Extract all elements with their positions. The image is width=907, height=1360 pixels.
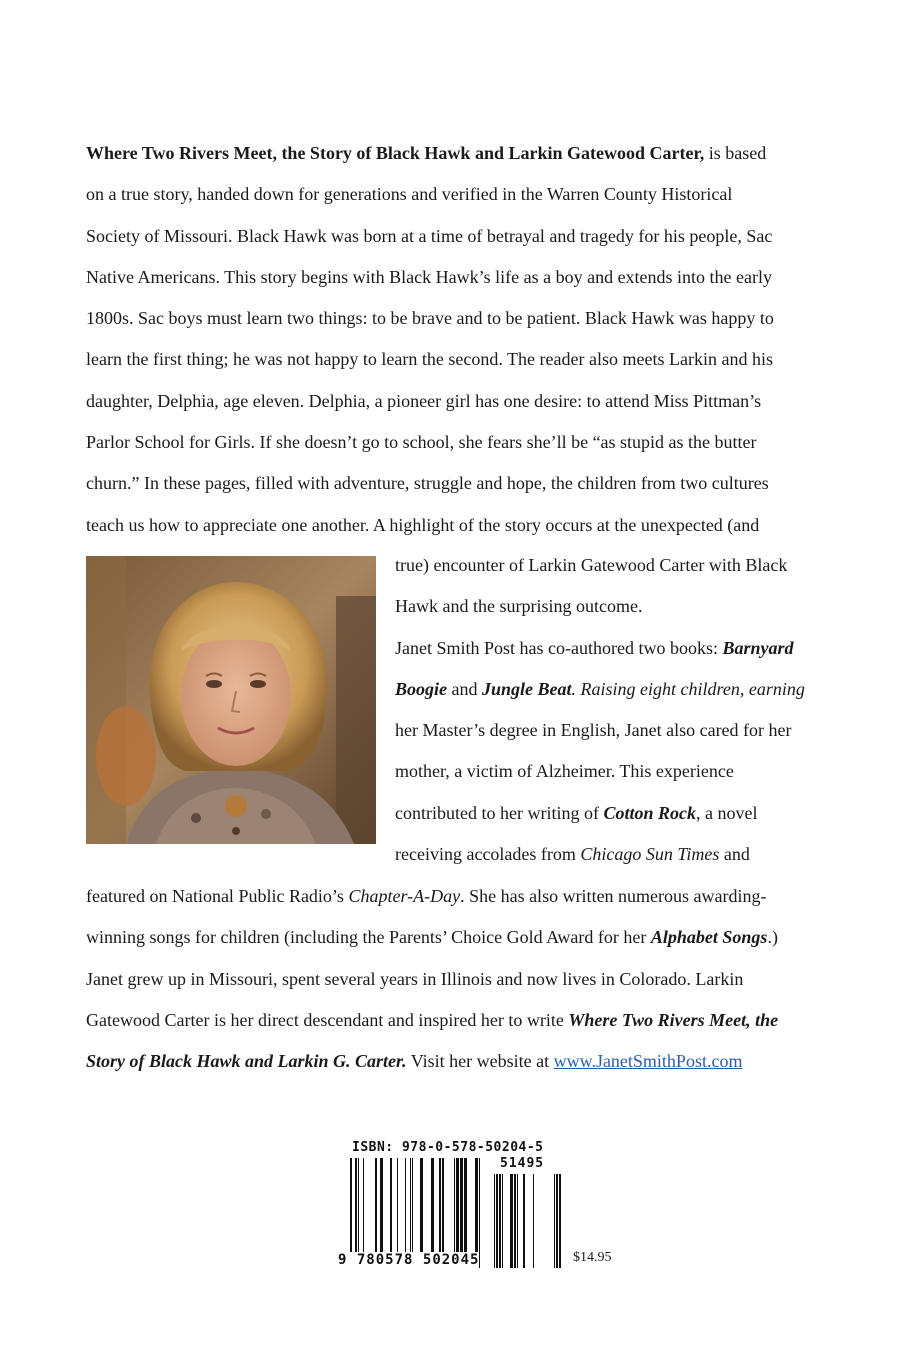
barcode-bar <box>554 1174 555 1268</box>
barcode-bar <box>502 1174 503 1268</box>
bio-full-line-4: Gatewood Carter is her direct descendant and inspired her to write Where Two Rivers Meet, the <box>86 1009 779 1030</box>
blurb-line-10: teach us how to appreciate one another. A highlight of the story occurs at the unexpected (and <box>86 514 760 535</box>
blurb-line-1: Where Two Rivers Meet, the Story of Black Hawk and Larkin Gatewood Carter, is based <box>86 143 767 163</box>
bio-line-2: Boogie and Jungle Beat. Raising eight children, earning <box>395 678 805 699</box>
blurb-line-3: Society of Missouri. Black Hawk was born at a time of betrayal and tragedy for his people, Sac <box>86 225 773 246</box>
bio-line-6: receiving accolades from Chicago Sun Times and <box>395 844 750 865</box>
publication-name: Chicago Sun Times <box>580 844 720 865</box>
website-link[interactable]: www.JanetSmithPost.com <box>553 1051 743 1072</box>
barcode-bar <box>533 1174 534 1268</box>
inset-line-2: Hawk and the surprising outcome. <box>395 596 643 617</box>
blurb-line-8: Parlor School for Girls. If she doesn’t go to school, she fears she’ll be “as stupid as the butter <box>86 432 757 453</box>
bio-line-1: Janet Smith Post has co-authored two books: Barnyard <box>395 637 794 658</box>
barcode-bar <box>499 1174 501 1268</box>
ean-digits: 9 780578 502045 <box>338 1252 480 1268</box>
blurb-line-9: churn.” In these pages, filled with adventure, struggle and hope, the children from two cultures <box>86 473 769 494</box>
bio-line-3: her Master’s degree in English, Janet also cared for her <box>395 720 792 741</box>
inset-line-1: true) encounter of Larkin Gatewood Carter with Black <box>395 555 788 575</box>
author-photo <box>86 556 376 844</box>
bio-continuation <box>86 876 838 1082</box>
inset-text <box>395 545 840 875</box>
bio-full-line-5: Story of Black Hawk and Larkin G. Carter. Visit her website at www.JanetSmithPost.com <box>86 1051 743 1072</box>
book-blurb <box>86 133 838 546</box>
book-title-jungle-beat: Jungle Beat <box>482 678 572 699</box>
book-title-bold: Where Two Rivers Meet, the Story of Black Hawk and Larkin Gatewood Carter, <box>86 143 705 163</box>
book-title-barnyard: Barnyard <box>722 637 794 658</box>
barcode-bar <box>494 1174 495 1268</box>
price: $14.95 <box>573 1250 612 1265</box>
barcode-addon-number: 51495 <box>500 1156 545 1171</box>
barcode-bar <box>523 1174 525 1268</box>
blurb-line-6: learn the first thing; he was not happy to learn the second. The reader also meets Larkin and his <box>86 349 773 370</box>
barcode-bar <box>559 1174 561 1268</box>
barcode-bar <box>510 1174 513 1268</box>
bio-full-line-2: winning songs for children (including the Parents’ Choice Gold Award for her Alphabet Songs.) <box>86 927 778 948</box>
book-title-cotton-rock: Cotton Rock <box>603 802 696 823</box>
barcode-bar <box>517 1174 518 1268</box>
blurb-line-5: 1800s. Sac boys must learn two things: to be brave and to be patient. Black Hawk was happy to <box>86 308 774 329</box>
isbn-label: ISBN: 978-0-578-50204-5 <box>352 1140 544 1155</box>
barcode-bar <box>514 1174 516 1268</box>
barcode-bar <box>496 1174 498 1268</box>
bio-line-4: mother, a victim of Alzheimer. This experience <box>395 761 734 782</box>
bio-full-line-3: Janet grew up in Missouri, spent several years in Illinois and now lives in Colorado. Larkin <box>86 968 744 989</box>
blurb-line-7: daughter, Delphia, age eleven. Delphia, a pioneer girl has one desire: to attend Miss Pittman’s <box>86 390 762 411</box>
barcode-bar <box>556 1174 558 1268</box>
blurb-line-4: Native Americans. This story begins with Black Hawk’s life as a boy and extends into the early <box>86 266 773 287</box>
bio-full-line-1: featured on National Public Radio’s Chapter-A-Day. She has also written numerous awarding- <box>86 886 767 906</box>
blurb-line-2: on a true story, handed down for generations and verified in the Warren County Historical <box>86 184 733 205</box>
isbn-barcode <box>338 1140 568 1274</box>
book-title-alphabet-songs: Alphabet Songs <box>650 927 768 948</box>
bio-line-5: contributed to her writing of Cotton Rock, a novel <box>395 802 758 823</box>
